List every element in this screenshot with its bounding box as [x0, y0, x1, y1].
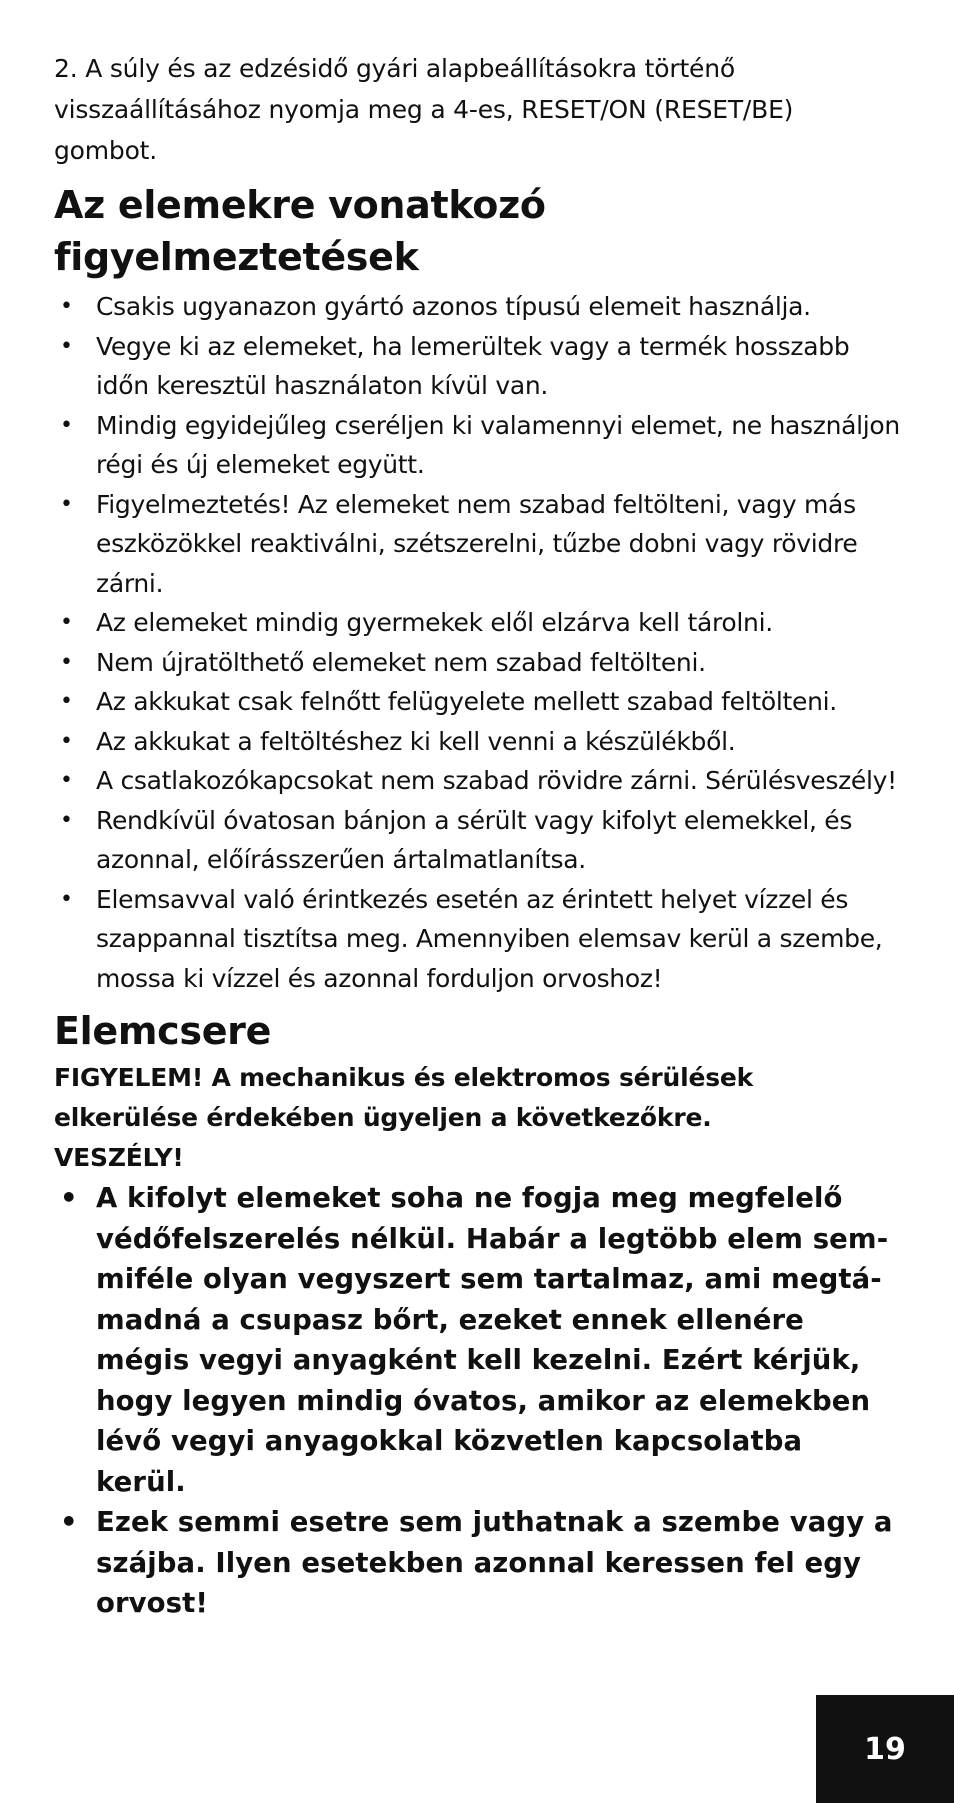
- page-number: 19: [864, 1731, 906, 1767]
- danger-list: [54, 1178, 900, 1624]
- list-item: • Rendkívül óvatosan bánjon a sérült vagy kifolyt elemekkel, és azonnal, előírásszerűen ártalmatlanítsa.: [54, 801, 900, 880]
- bullet-icon: •: [60, 294, 73, 319]
- list-item: • Nem újratölthető elemeket nem szabad feltölteni.: [54, 643, 900, 683]
- list-item: • A csatlakozókapcsokat nem szabad rövidre zárni. Sérülésveszély!: [54, 761, 900, 801]
- list-item: • Az akkukat a feltöltéshez ki kell venni a készülékből.: [54, 722, 900, 762]
- bullet-icon: •: [60, 689, 73, 714]
- list-item: • Mindig egyidejűleg cseréljen ki valamennyi elemet, ne használjon régi és új elemeket együtt.: [54, 406, 900, 485]
- bullet-icon: •: [60, 491, 73, 517]
- battery-warnings-heading: Az elemekre vonatkozó figyelmeztetések: [54, 183, 546, 279]
- bullet-icon: •: [60, 1182, 78, 1214]
- bullet-icon: •: [60, 886, 73, 912]
- list-item: • Ezek semmi esetre sem juthatnak a szembe vagy a szájba. Ilyen esetekben azonnal keressen fel egy orvost!: [54, 1502, 900, 1624]
- list-item: • Elemsavval való érintkezés esetén az érintett helyet vízzel és szappannal tisztítsa meg. Amennyiben elemsav kerül a szembe, mossa ki vízzel és azonnal forduljon orvoshoz!: [54, 880, 900, 999]
- bullet-icon: •: [60, 728, 73, 754]
- list-item: • Figyelmeztetés! Az elemeket nem szabad feltölteni, vagy más eszközökkel reaktiválni, szétszerelni, tűzbe dobni vagy rövidre zárni.: [54, 485, 900, 604]
- list-item: • Csakis ugyanazon gyártó azonos típusú elemeit használja.: [54, 287, 900, 327]
- page-number-badge: [816, 1695, 954, 1803]
- bullet-icon: •: [60, 610, 73, 635]
- caution-text: FIGYELEM! A mechanikus és elektromos sérülések elkerülése érdekében ügyeljen a következőkre.: [54, 1063, 754, 1132]
- battery-replacement-heading: Elemcsere: [54, 1009, 272, 1053]
- list-item: • A kifolyt elemeket soha ne fogja meg megfelelő védőfelszerelés nélkül. Habár a legtöbb elem semmiféle olyan vegyszert sem tartalmaz, ami megtámadná a csupasz bőrt, ezeket ennek ellenére mégis vegyi anyagként kell kezelni. Ezért kérjük, hogy legyen mindig óvatos, amikor az elemekben lévő vegyi anyagokkal közvetlen kapcsolatba kerül.: [54, 1178, 900, 1502]
- manual-page: [54, 48, 900, 1624]
- list-item: • Az elemeket mindig gyermekek elől elzárva kell tárolni.: [54, 603, 900, 643]
- bullet-icon: •: [60, 649, 73, 675]
- bullet-icon: •: [60, 807, 73, 833]
- bullet-icon: •: [60, 1506, 78, 1538]
- danger-label: VESZÉLY!: [54, 1143, 184, 1172]
- bullet-icon: •: [60, 768, 73, 793]
- list-item: • Az akkukat csak felnőtt felügyelete mellett szabad feltölteni.: [54, 682, 900, 722]
- bullet-icon: •: [60, 333, 73, 359]
- list-item: • Vegye ki az elemeket, ha lemerültek vagy a termék hosszabb időn keresztül használaton kívül van.: [54, 327, 900, 406]
- battery-warnings-list: [54, 287, 900, 998]
- intro-paragraph: 2. A súly és az edzésidő gyári alapbeállításokra történő visszaállításához nyomja meg a 4-es, RESET/ON (RESET/BE) gombot.: [54, 54, 794, 165]
- bullet-icon: •: [60, 412, 73, 438]
